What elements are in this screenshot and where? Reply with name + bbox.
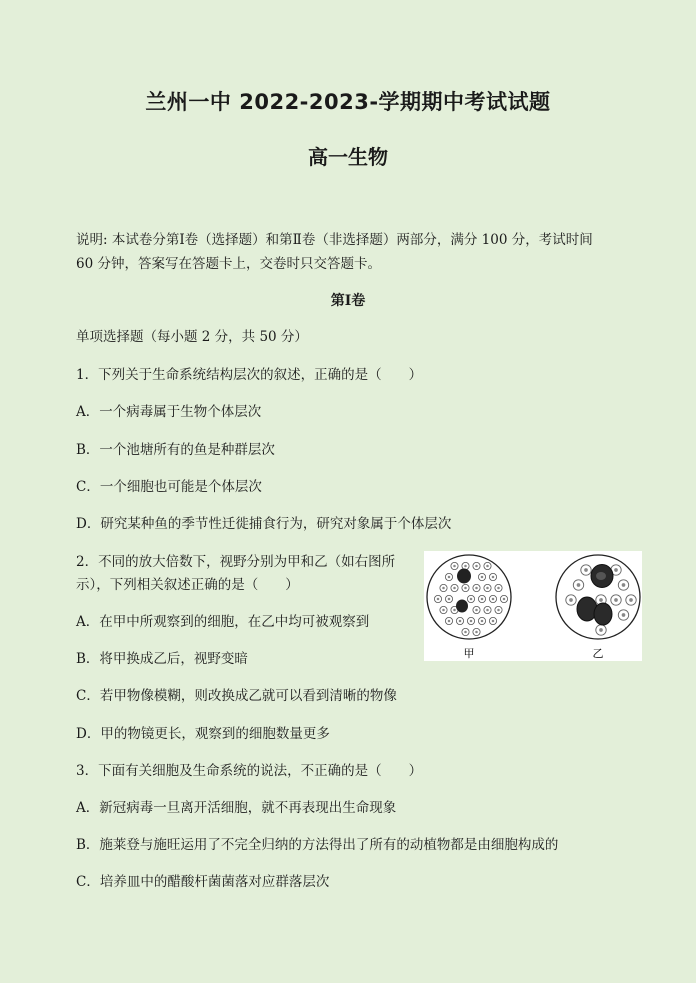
- question-1-option-a: A．一个病毒属于生物个体层次: [76, 404, 262, 420]
- large-cell-nucleus: [594, 603, 612, 625]
- field-jia: [427, 555, 511, 639]
- small-cell-dot: [464, 631, 467, 634]
- small-cell-dot: [448, 576, 451, 579]
- section-intro: 单项选择题（每小题 2 分，共 50 分）: [76, 329, 308, 345]
- question-3-stem: 3．下面有关细胞及生命系统的说法，不正确的是（ ）: [76, 763, 423, 779]
- small-cell-dot: [464, 565, 467, 568]
- small-cell-dot: [481, 576, 484, 579]
- small-cell-dot: [448, 620, 451, 623]
- instructions-line-2: 60 分钟，答案写在答题卡上，交卷时只交答题卡。: [76, 256, 381, 272]
- small-cell-dot: [497, 609, 500, 612]
- nucleus-highlight: [596, 572, 606, 580]
- small-cell-dot: [492, 598, 495, 601]
- exam-title: 兰州一中 2022-2023-学期期中考试试题: [145, 90, 551, 114]
- small-cell-dot: [584, 568, 588, 572]
- question-2-option-c: C．若甲物像模糊，则改换成乙就可以看到清晰的物像: [76, 688, 397, 704]
- small-cell-dot: [475, 565, 478, 568]
- small-cell-dot: [453, 609, 456, 612]
- small-cell-dot: [622, 613, 626, 617]
- small-cell-dot: [569, 598, 573, 602]
- small-cell-dot: [599, 628, 603, 632]
- small-cell-dot: [486, 587, 489, 590]
- question-3-option-a: A．新冠病毒一旦离开活细胞，就不再表现出生命现象: [76, 800, 397, 816]
- microscope-field-figure: [424, 551, 642, 661]
- small-cell-dot: [599, 598, 603, 602]
- question-2-stem-line-2: 示），下列相关叙述正确的是（ ）: [76, 577, 299, 593]
- question-2-option-d: D．甲的物镜更长，观察到的细胞数量更多: [76, 726, 330, 742]
- question-1-option-c: C．一个细胞也可能是个体层次: [76, 479, 262, 495]
- question-2-stem-line-1: 2．不同的放大倍数下，视野分别为甲和乙（如右图所: [76, 554, 396, 570]
- microscope-fields-svg: [424, 551, 642, 661]
- field-yi: [556, 555, 640, 639]
- small-cell-dot: [475, 609, 478, 612]
- small-cell-dot: [614, 598, 618, 602]
- small-cell-dot: [481, 598, 484, 601]
- instructions-line-1: 说明: 本试卷分第Ⅰ卷（选择题）和第Ⅱ卷（非选择题）两部分，满分 100 分，考试时间: [76, 232, 593, 248]
- field-label-yi: 乙: [592, 647, 604, 660]
- section-title: 第Ⅰ卷: [330, 293, 366, 309]
- small-cell-dot: [448, 598, 451, 601]
- small-cell-dot: [486, 565, 489, 568]
- small-cell-dot: [497, 587, 500, 590]
- small-cell-dot: [486, 609, 489, 612]
- small-cell-dot: [614, 568, 618, 572]
- question-2-option-b: B．将甲换成乙后，视野变暗: [76, 651, 248, 667]
- small-cell-dot: [459, 620, 462, 623]
- question-1-stem: 1．下列关于生命系统结构层次的叙述，正确的是（ ）: [76, 367, 423, 383]
- question-3-option-b: B．施莱登与施旺运用了不完全归纳的方法得出了所有的动植物都是由细胞构成的: [76, 837, 559, 853]
- small-cell-dot: [470, 620, 473, 623]
- field-label-jia: 甲: [463, 647, 475, 660]
- small-cell-dot: [577, 583, 581, 587]
- question-2-option-a: A．在甲中所观察到的细胞，在乙中均可被观察到: [76, 614, 370, 630]
- question-3-option-c: C．培养皿中的醋酸杆菌菌落对应群落层次: [76, 874, 330, 890]
- small-cell-dot: [492, 620, 495, 623]
- small-cell-dot: [437, 598, 440, 601]
- small-cell-dot: [622, 583, 626, 587]
- small-cell-dot: [442, 587, 445, 590]
- exam-subtitle: 高一生物: [308, 145, 388, 169]
- small-cell-dot: [442, 609, 445, 612]
- small-cell-dot: [475, 587, 478, 590]
- small-cell-dot: [453, 587, 456, 590]
- small-cell-dot: [481, 620, 484, 623]
- small-cell-dot: [464, 587, 467, 590]
- small-cell-dot: [492, 576, 495, 579]
- small-cell-dot: [503, 598, 506, 601]
- small-cell-dot: [453, 565, 456, 568]
- question-1-option-b: B．一个池塘所有的鱼是种群层次: [76, 442, 275, 458]
- large-cell-nucleus: [457, 569, 471, 584]
- small-cell-dot: [470, 598, 473, 601]
- question-1-option-d: D．研究某种鱼的季节性迁徙捕食行为，研究对象属于个体层次: [76, 516, 452, 532]
- large-cell-nucleus: [456, 600, 468, 613]
- small-cell-dot: [475, 631, 478, 634]
- small-cell-dot: [629, 598, 633, 602]
